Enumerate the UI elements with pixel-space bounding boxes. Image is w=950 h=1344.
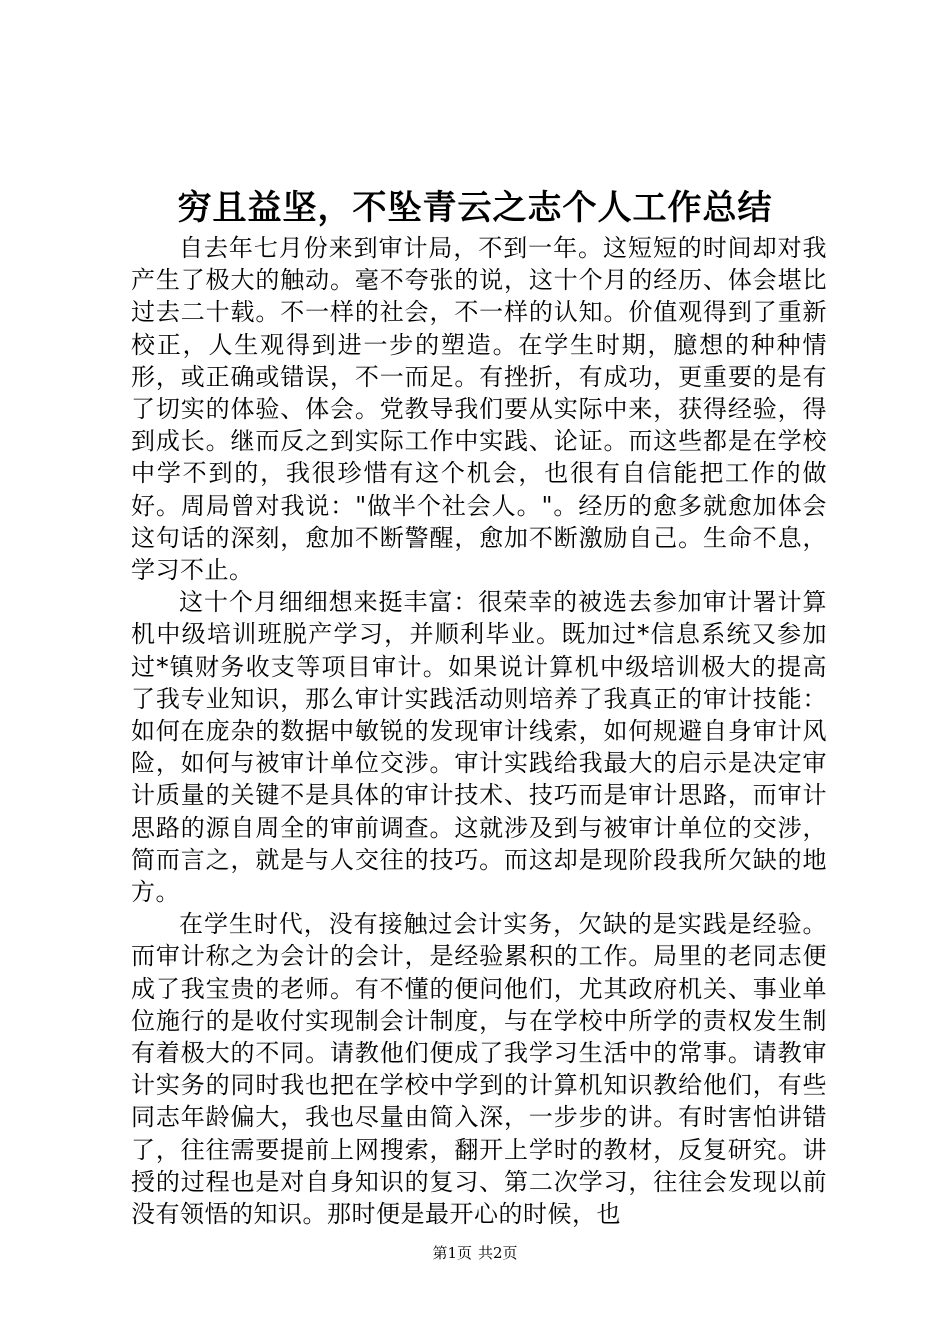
paragraph-2: 这十个月细细想来挺丰富：很荣幸的被选去参加审计署计算机中级培训班脱产学习，并顺利毕业。既加过*信息系统又参加过*镇财务收支等项目审计。如果说计算机中级培训极大的提高了我专业知识，那么审计实践活动则培养了我真正的审计技能：如何在庞杂的数据中敏锐的发现审计线索，如何规避自身审计风险，如何与被审计单位交涉。审计实践给我最大的启示是决定审计质量的关键不是具体的审计技术、技巧而是审计思路，而审计思路的源自周全的审前调查。这就涉及到与被审计单位的交涉，简而言之，就是与人交往的技巧。而这却是现阶段我所欠缺的地方。	[131, 588, 827, 907]
document-title: 穷且益坚，不坠青云之志个人工作总结	[177, 188, 773, 228]
page-number: 第1页	[432, 1244, 472, 1262]
page-total: 共2页	[478, 1244, 518, 1262]
paragraph-1: 自去年七月份来到审计局，不到一年。这短短的时间却对我产生了极大的触动。毫不夸张的说，这十个月的经历、体会堪比过去二十载。不一样的社会，不一样的认知。价值观得到了重新校正，人生观得到进一步的塑造。在学生时期，臆想的种种情形，或正确或错误，不一而足。有挫折，有成功，更重要的是有了切实的体验、体会。党教导我们要从实际中来，获得经验，得到成长。继而反之到实际工作中实践、论证。而这些都是在学校中学不到的，我很珍惜有这个机会，也很有自信能把工作的做好。周局曾对我说："做半个社会人。"。经历的愈多就愈加体会这句话的深刻，愈加不断警醒，愈加不断激励自己。生命不息，学习不止。	[131, 234, 827, 585]
document-body	[131, 232, 827, 1230]
page-footer	[0, 1241, 950, 1265]
paragraph-3: 在学生时代，没有接触过会计实务，欠缺的是实践是经验。而审计称之为会计的会计，是经验累积的工作。局里的老同志便成了我宝贵的老师。有不懂的便问他们，尤其政府机关、事业单位施行的是收付实现制会计制度，与在学校中所学的责权发生制有着极大的不同。请教他们便成了我学习生活中的常事。请教审计实务的同时我也把在学校中学到的计算机知识教给他们，有些同志年龄偏大，我也尽量由简入深，一步步的讲。有时害怕讲错了，往往需要提前上网搜索，翻开上学时的教材，反复研究。讲授的过程也是对自身知识的复习、第二次学习，往往会发现以前没有领悟的知识。那时便是最开心的时候，也	[131, 910, 827, 1229]
